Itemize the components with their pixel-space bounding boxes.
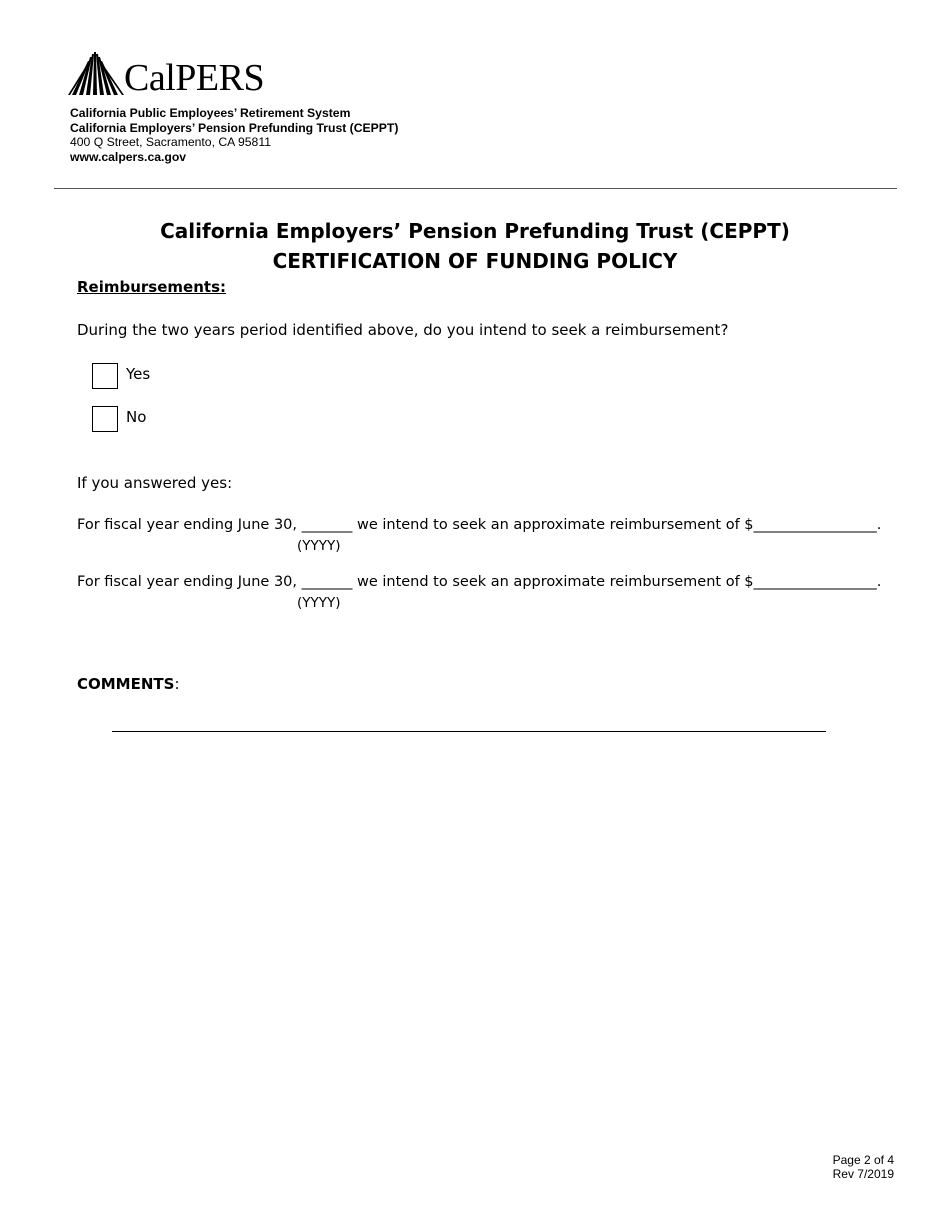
yes-checkbox[interactable] <box>92 363 118 389</box>
fiscal-year-row-2[interactable]: For fiscal year ending June 30, _______ we intend to seek an approximate reimbursement of $_________________. <box>77 574 882 590</box>
org-name: California Public Employees’ Retirement System <box>70 106 351 120</box>
year-hint-2: (YYYY) <box>297 595 341 611</box>
header-divider <box>54 188 897 189</box>
yes-label: Yes <box>126 365 151 383</box>
comments-input-line[interactable] <box>112 731 826 732</box>
year-hint-1: (YYYY) <box>297 538 341 554</box>
page-footer <box>833 1153 894 1181</box>
comments-label-text: COMMENTS <box>77 675 175 693</box>
page-number: Page 2 of 4 <box>832 1153 894 1167</box>
reimbursement-question: During the two years period identified above, do you intend to seek a reimbursement? <box>77 321 729 339</box>
calpers-sunburst-icon <box>68 50 124 98</box>
no-checkbox[interactable] <box>92 406 118 432</box>
no-label: No <box>126 408 147 426</box>
calpers-logo <box>68 50 273 100</box>
organization-info <box>70 106 398 164</box>
page-subtitle: CERTIFICATION OF FUNDING POLICY <box>272 249 678 273</box>
comments-label <box>77 673 180 695</box>
logo-wordmark: CalPERS <box>124 57 265 99</box>
comments-colon: : <box>174 675 180 693</box>
reimbursements-heading: Reimbursements: <box>77 278 226 296</box>
fiscal-year-row-1[interactable]: For fiscal year ending June 30, _______ we intend to seek an approximate reimbursement of $_________________. <box>77 517 882 533</box>
website-link[interactable]: www.calpers.ca.gov <box>70 149 187 164</box>
page-title: California Employers’ Pension Prefunding Trust (CEPPT) <box>160 219 790 243</box>
address: 400 Q Street, Sacramento, CA 95811 <box>70 135 271 149</box>
trust-name: California Employers’ Pension Prefunding Trust (CEPPT) <box>70 120 399 135</box>
revision-date: Rev 7/2019 <box>832 1167 894 1181</box>
if-yes-label: If you answered yes: <box>77 474 233 492</box>
